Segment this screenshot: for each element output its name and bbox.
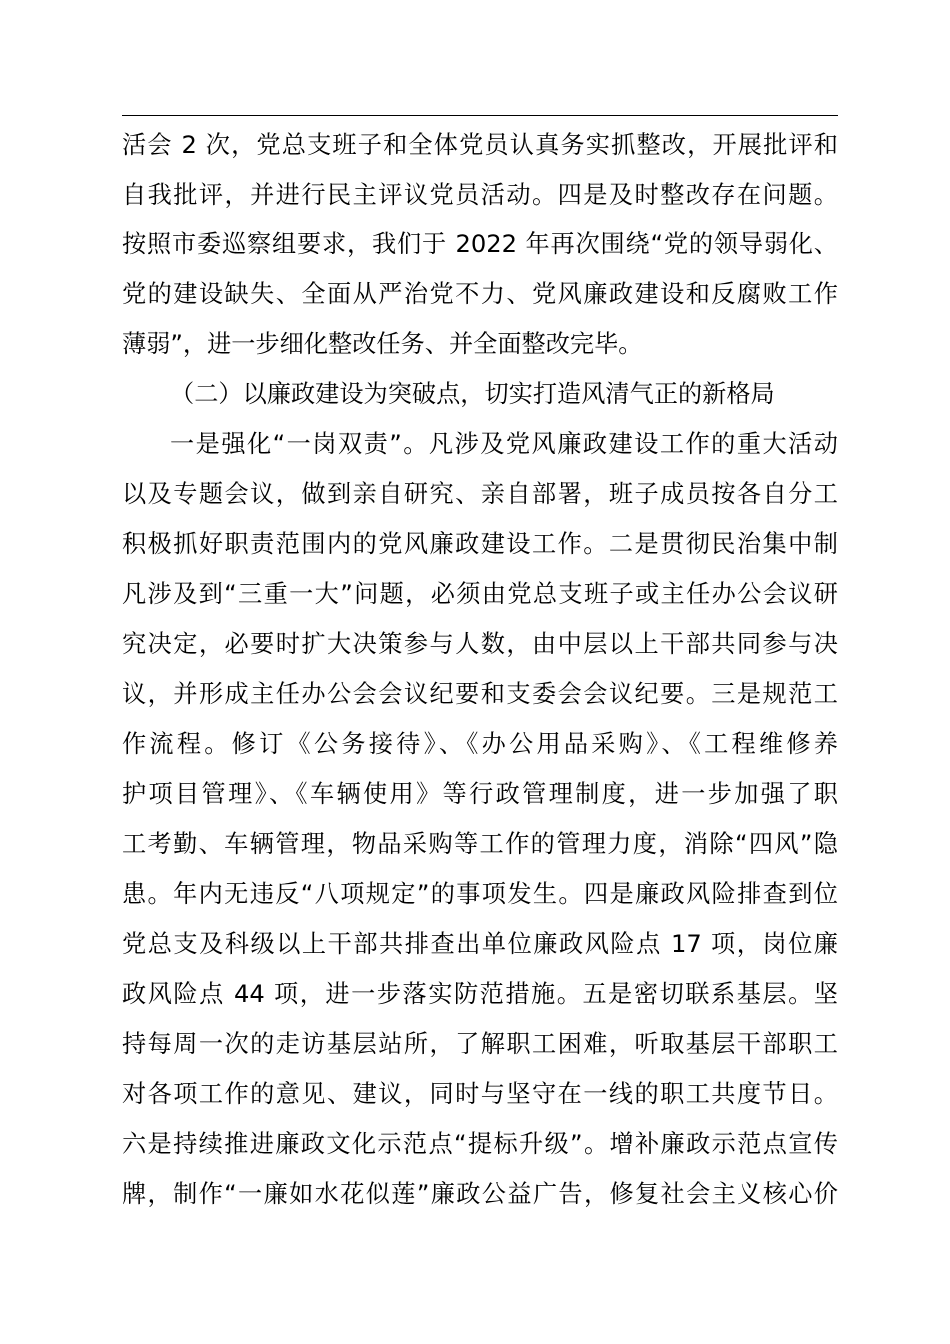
text-line: 议，并形成主任办公会会议纪要和支委会会议纪要。三是规范工	[122, 680, 838, 708]
text-line: 护项目管理》、《车辆使用》等行政管理制度，进一步加强了职	[122, 780, 838, 808]
text-line: 活会 2 次，党总支班子和全体党员认真务实抓整改，开展批评和	[122, 131, 838, 159]
text-line: 政风险点 44 项，进一步落实防范措施。五是密切联系基层。坚	[122, 980, 838, 1008]
text-line: 按照市委巡察组要求，我们于 2022 年再次围绕“党的领导弱化、	[122, 230, 838, 258]
text-line: 积极抓好职责范围内的党风廉政建设工作。二是贯彻民治集中制	[122, 530, 838, 558]
text-line: 以及专题会议，做到亲自研究、亲自部署，班子成员按各自分工	[122, 480, 838, 508]
text-line: 薄弱”，进一步细化整改任务、并全面整改完毕。	[122, 330, 643, 358]
text-line: 持每周一次的走访基层站所，了解职工困难，听取基层干部职工	[122, 1030, 838, 1058]
text-line: 六是持续推进廉政文化示范点“提标升级”。增补廉政示范点宣传	[122, 1130, 838, 1158]
text-line: 对各项工作的意见、建议，同时与坚守在一线的职工共度节日。	[122, 1080, 838, 1108]
text-line: 自我批评，并进行民主评议党员活动。四是及时整改存在问题。	[122, 181, 838, 209]
text-line: 作流程。修订《公务接待》、《办公用品采购》、《工程维修养	[122, 730, 838, 758]
text-line: 党的建设缺失、全面从严治党不力、党风廉政建设和反腐败工作	[122, 280, 838, 308]
text-line: 究决定，必要时扩大决策参与人数，由中层以上干部共同参与决	[122, 630, 838, 658]
text-line: 工考勤、车辆管理，物品采购等工作的管理力度，消除“四风”隐	[122, 830, 838, 858]
text-line: 党总支及科级以上干部共排查出单位廉政风险点 17 项，岗位廉	[122, 930, 838, 958]
text-line: 牌，制作“一廉如水花似莲”廉政公益广告，修复社会主义核心价	[122, 1180, 838, 1208]
section-heading: （二）以廉政建设为突破点，切实打造风清气正的新格局	[170, 380, 775, 408]
header-rule	[122, 115, 838, 116]
text-line: 患。年内无违反“八项规定”的事项发生。四是廉政风险排查到位	[122, 880, 838, 908]
text-line: 一是强化“一岗双责”。凡涉及党风廉政建设工作的重大活动	[170, 430, 838, 458]
text-line: 凡涉及到“三重一大”问题，必须由党总支班子或主任办公会议研	[122, 580, 838, 608]
